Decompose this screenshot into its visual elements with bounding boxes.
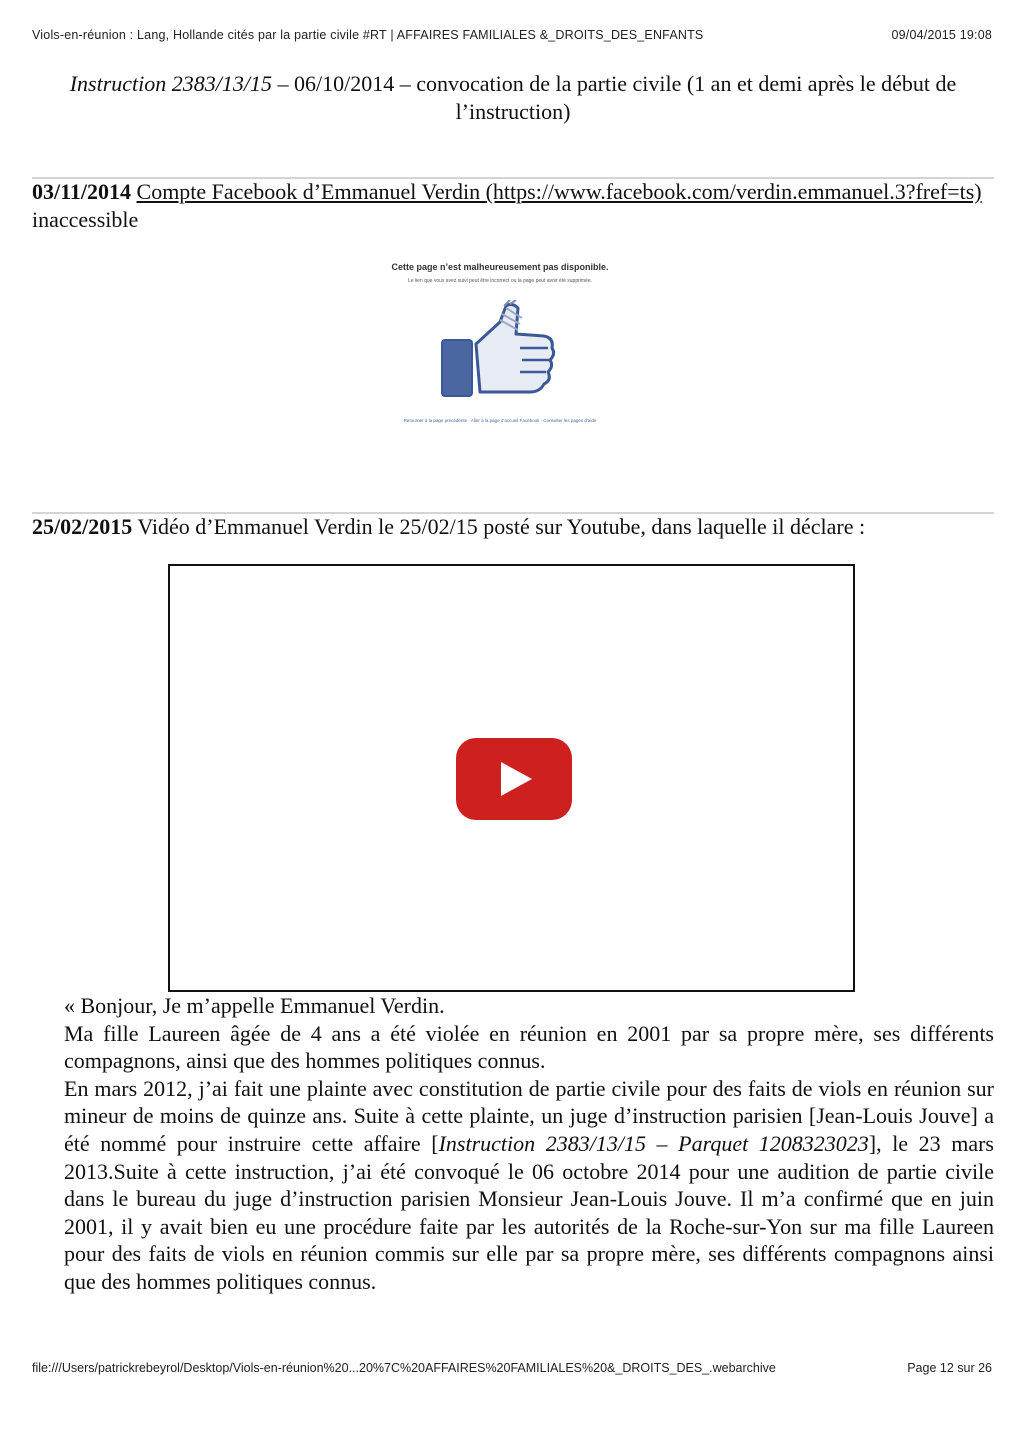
page-number: Page 12 sur 26 [907,1361,992,1375]
instruction-line [32,70,994,126]
page-header-datetime: 09/04/2015 19:08 [891,28,992,42]
youtube-play-icon[interactable] [456,738,572,820]
page-header-title: Viols-en-réunion : Lang, Hollande cités par la partie civile #RT | AFFAIRES FAMILIALES &_DROITS_DES_ENFANTS [32,28,704,42]
video-transcript-quote [64,992,994,1296]
entry-date: 25/02/2015 [32,514,133,539]
quote-paragraph: En mars 2012, j’ai fait une plainte avec constitution de partie civile pour des faits de viols en réunion sur mineur de moins de quinze ans. Suite à cette plainte, un juge d’instruction parisien [Jean-Louis Jouve] a été nommé pour instruire cette affaire [Instruction 2383/13/15 – Parquet 1208323023], le 23 mars 2013.Suite à cette instruction, j’ai été convoqué le 06 octobre 2014 pour une audition de partie civile dans le bureau du juge d’instruction parisien Monsieur Jean-Louis Jouve. Il m’a confirmé que en juin 2001, il y avait bien eu une procédure faite par les autorités de la Roche-sur-Yon sur ma fille Laureen pour des faits de viols en réunion commis sur elle par sa propre mère, ses différents compagnons ainsi que des hommes politiques connus. [64,1075,994,1294]
facebook-unavailable-image [370,258,630,433]
quote-line: « Bonjour, Je m’appelle Emmanuel Verdin. [64,993,445,1018]
youtube-video-embed[interactable] [168,564,855,992]
fb-error-subtitle: Le lien que vous avez suivi peut être incorrect ou la page peut avoir été supprimée. [408,278,592,284]
entry-suffix: inaccessible [32,207,139,232]
instruction-text: – 06/10/2014 – convocation de la partie civile (1 an et demi après le début de l’instruction) [272,71,957,124]
entry-youtube [32,513,994,541]
entry-facebook [32,178,994,234]
facebook-account-link[interactable]: Compte Facebook d’Emmanuel Verdin (https://www.facebook.com/verdin.emmanuel.3?fref=ts) [136,179,982,204]
entry-date: 03/11/2014 [32,179,132,204]
fb-error-links: Retourner à la page précédente · Aller à la page d’accueil Facebook · Consulter les pages d’aide [403,418,597,423]
quote-reference: Instruction 2383/13/15 – Parquet 1208323023 [438,1130,869,1156]
page-footer-path: file:///Users/patrickrebeyrol/Desktop/Viols-en-réunion%20...20%7C%20AFFAIRES%20FAMILIALES%20&_DROITS_DES_.webarchive [32,1361,776,1375]
instruction-ref: Instruction 2383/13/15 [69,71,273,96]
quote-paragraph: Ma fille Laureen âgée de 4 ans a été violée en réunion en 2001 par sa propre mère, ses différents compagnons, ainsi que des hommes politiques connus. [64,1020,994,1074]
fb-error-title: Cette page n’est malheureusement pas disponible. [391,262,609,272]
bandaged-thumbs-up-icon [440,300,558,400]
entry-text: Vidéo d’Emmanuel Verdin le 25/02/15 posté sur Youtube, dans laquelle il déclare : [132,514,866,539]
